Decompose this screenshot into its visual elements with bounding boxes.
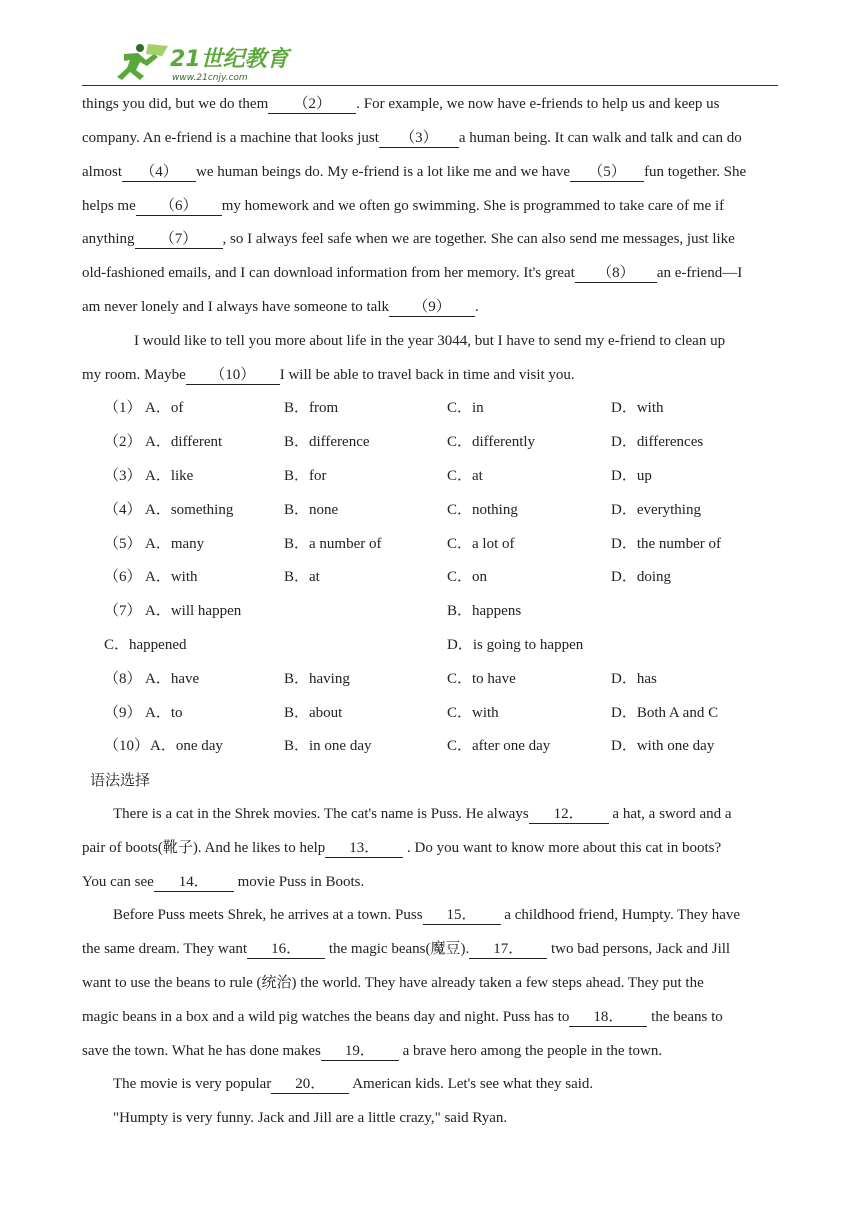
option-b[interactable]: B．none xyxy=(284,502,339,518)
passage2-line: The movie is very popular 20． American kids. Let's see what they said. xyxy=(113,1076,594,1092)
passage2-line: pair of boots(靴子). And he likes to help 13． . Do you want to know more about this cat in boots? xyxy=(82,840,722,856)
option-d[interactable]: D．with one day xyxy=(611,738,715,754)
option-d[interactable]: D．up xyxy=(611,468,652,484)
option-d[interactable]: D．doing xyxy=(611,569,672,585)
passage1-line: am never lonely and I always have someone to talk （9） . xyxy=(82,299,479,315)
option-b[interactable]: B．about xyxy=(284,705,343,721)
blank-15: 15． xyxy=(423,906,501,925)
passage2-line: the same dream. They want 16． the magic beans(魔豆). 17． two bad persons, Jack and Jill xyxy=(82,941,731,957)
option-a[interactable]: A．with xyxy=(145,569,198,585)
option-c[interactable]: C．on xyxy=(447,569,488,585)
question-number: （8） xyxy=(104,671,142,687)
option-c[interactable]: C．at xyxy=(447,468,483,484)
option-b[interactable]: B．from xyxy=(284,400,339,416)
option-a[interactable]: A．of xyxy=(145,400,184,416)
option-a[interactable]: A．like xyxy=(145,468,194,484)
option-b[interactable]: B．having xyxy=(284,671,350,687)
blank-4: （4） xyxy=(122,163,196,182)
option-b[interactable]: B．in one day xyxy=(284,738,372,754)
option-c[interactable]: C．happened xyxy=(104,637,187,653)
option-c[interactable]: C．nothing xyxy=(447,502,518,518)
question-number: （4） xyxy=(104,502,142,518)
blank-13: 13． xyxy=(325,839,403,858)
option-b[interactable]: B．at xyxy=(284,569,320,585)
option-c[interactable]: C．a lot of xyxy=(447,536,515,552)
site-logo xyxy=(102,40,292,84)
blank-20: 20． xyxy=(271,1075,349,1094)
blank-19: 19． xyxy=(321,1042,399,1061)
blank-17: 17． xyxy=(469,940,547,959)
option-d[interactable]: D．differences xyxy=(611,434,704,450)
question-number: （2） xyxy=(104,434,142,450)
passage2-line: want to use the beans to rule (统治) the world. They have already taken a few steps ahead. They put the xyxy=(82,975,704,991)
option-c[interactable]: C．after one day xyxy=(447,738,551,754)
running-man-icon xyxy=(117,44,168,80)
option-a[interactable]: A．different xyxy=(145,434,223,450)
question-number: （5） xyxy=(104,536,142,552)
passage2-line: You can see 14． movie Puss in Boots. xyxy=(82,874,365,890)
option-a[interactable]: A．have xyxy=(145,671,200,687)
option-d[interactable]: D．the number of xyxy=(611,536,721,552)
blank-18: 18． xyxy=(569,1008,647,1027)
section-title: 语法选择 xyxy=(90,773,151,789)
blank-2: （2） xyxy=(268,95,356,114)
option-d[interactable]: D．is going to happen xyxy=(447,637,584,653)
passage1-line: old-fashioned emails, and I can download information from her memory. It's great （8） an e-friend—I xyxy=(82,265,743,281)
option-b[interactable]: B．for xyxy=(284,468,327,484)
question-number: （10） xyxy=(104,738,150,754)
blank-8: （8） xyxy=(575,264,657,283)
passage2-line: Before Puss meets Shrek, he arrives at a town. Puss 15． a childhood friend, Humpty. They have xyxy=(113,907,741,923)
passage1-line: helps me （6） my homework and we often go swimming. She is programmed to take care of me if xyxy=(82,198,725,214)
option-d[interactable]: D．everything xyxy=(611,502,701,518)
blank-5: （5） xyxy=(570,163,644,182)
blank-6: （6） xyxy=(136,197,222,216)
passage1-line: things you did, but we do them （2） . For example, we now have e-friends to help us and keep us xyxy=(82,96,720,112)
option-c[interactable]: C．in xyxy=(447,400,484,416)
page-header xyxy=(82,38,778,88)
passage1-line: I would like to tell you more about life in the year 3044, but I have to send my e-friend to clean up xyxy=(134,333,726,349)
passage2-line: magic beans in a box and a wild pig watches the beans day and night. Puss has to 18． the beans to xyxy=(82,1009,723,1025)
blank-10: （10） xyxy=(186,366,280,385)
passage2-line: "Humpty is very funny. Jack and Jill are a little crazy," said Ryan. xyxy=(113,1110,508,1126)
svg-text:21世纪教育: 21世纪教育 xyxy=(170,47,289,72)
question-number: （1） xyxy=(104,400,142,416)
option-c[interactable]: C．with xyxy=(447,705,499,721)
option-c[interactable]: C．differently xyxy=(447,434,536,450)
blank-16: 16． xyxy=(247,940,325,959)
question-number: （9） xyxy=(104,705,142,721)
option-a[interactable]: A．many xyxy=(145,536,205,552)
question-number: （6） xyxy=(104,569,142,585)
passage1-line: anything （7） , so I always feel safe when we are together. She can also send me messages, just like xyxy=(82,231,735,247)
blank-3: （3） xyxy=(379,129,459,148)
svg-text:www.21cnjy.com: www.21cnjy.com xyxy=(172,73,248,83)
question-number: （7） xyxy=(104,603,142,619)
option-b[interactable]: B．happens xyxy=(447,603,522,619)
option-c[interactable]: C．to have xyxy=(447,671,516,687)
question-number: （3） xyxy=(104,468,142,484)
option-d[interactable]: D．has xyxy=(611,671,657,687)
option-b[interactable]: B．a number of xyxy=(284,536,382,552)
option-a[interactable]: A．to xyxy=(145,705,183,721)
blank-12: 12． xyxy=(529,805,609,824)
passage1-line: company. An e-friend is a machine that looks just （3） a human being. It can walk and talk and can do xyxy=(82,130,742,146)
passage1-line: almost （4） we human beings do. My e-friend is a lot like me and we have （5） fun together. She xyxy=(82,164,747,180)
option-b[interactable]: B．difference xyxy=(284,434,370,450)
header-rule xyxy=(82,85,778,86)
option-d[interactable]: D．Both A and C xyxy=(611,705,719,721)
option-a[interactable]: A．will happen xyxy=(145,603,242,619)
blank-9: （9） xyxy=(389,298,475,317)
blank-14: 14． xyxy=(154,873,234,892)
option-a[interactable]: A．one day xyxy=(150,738,223,754)
passage2-line: save the town. What he has done makes 19． a brave hero among the people in the town. xyxy=(82,1043,663,1059)
blank-7: （7） xyxy=(135,230,223,249)
passage1-line: my room. Maybe （10） I will be able to travel back in time and visit you. xyxy=(82,367,575,383)
option-d[interactable]: D．with xyxy=(611,400,664,416)
passage2-line: There is a cat in the Shrek movies. The cat's name is Puss. He always 12． a hat, a sword and a xyxy=(113,806,732,822)
option-a[interactable]: A．something xyxy=(145,502,234,518)
